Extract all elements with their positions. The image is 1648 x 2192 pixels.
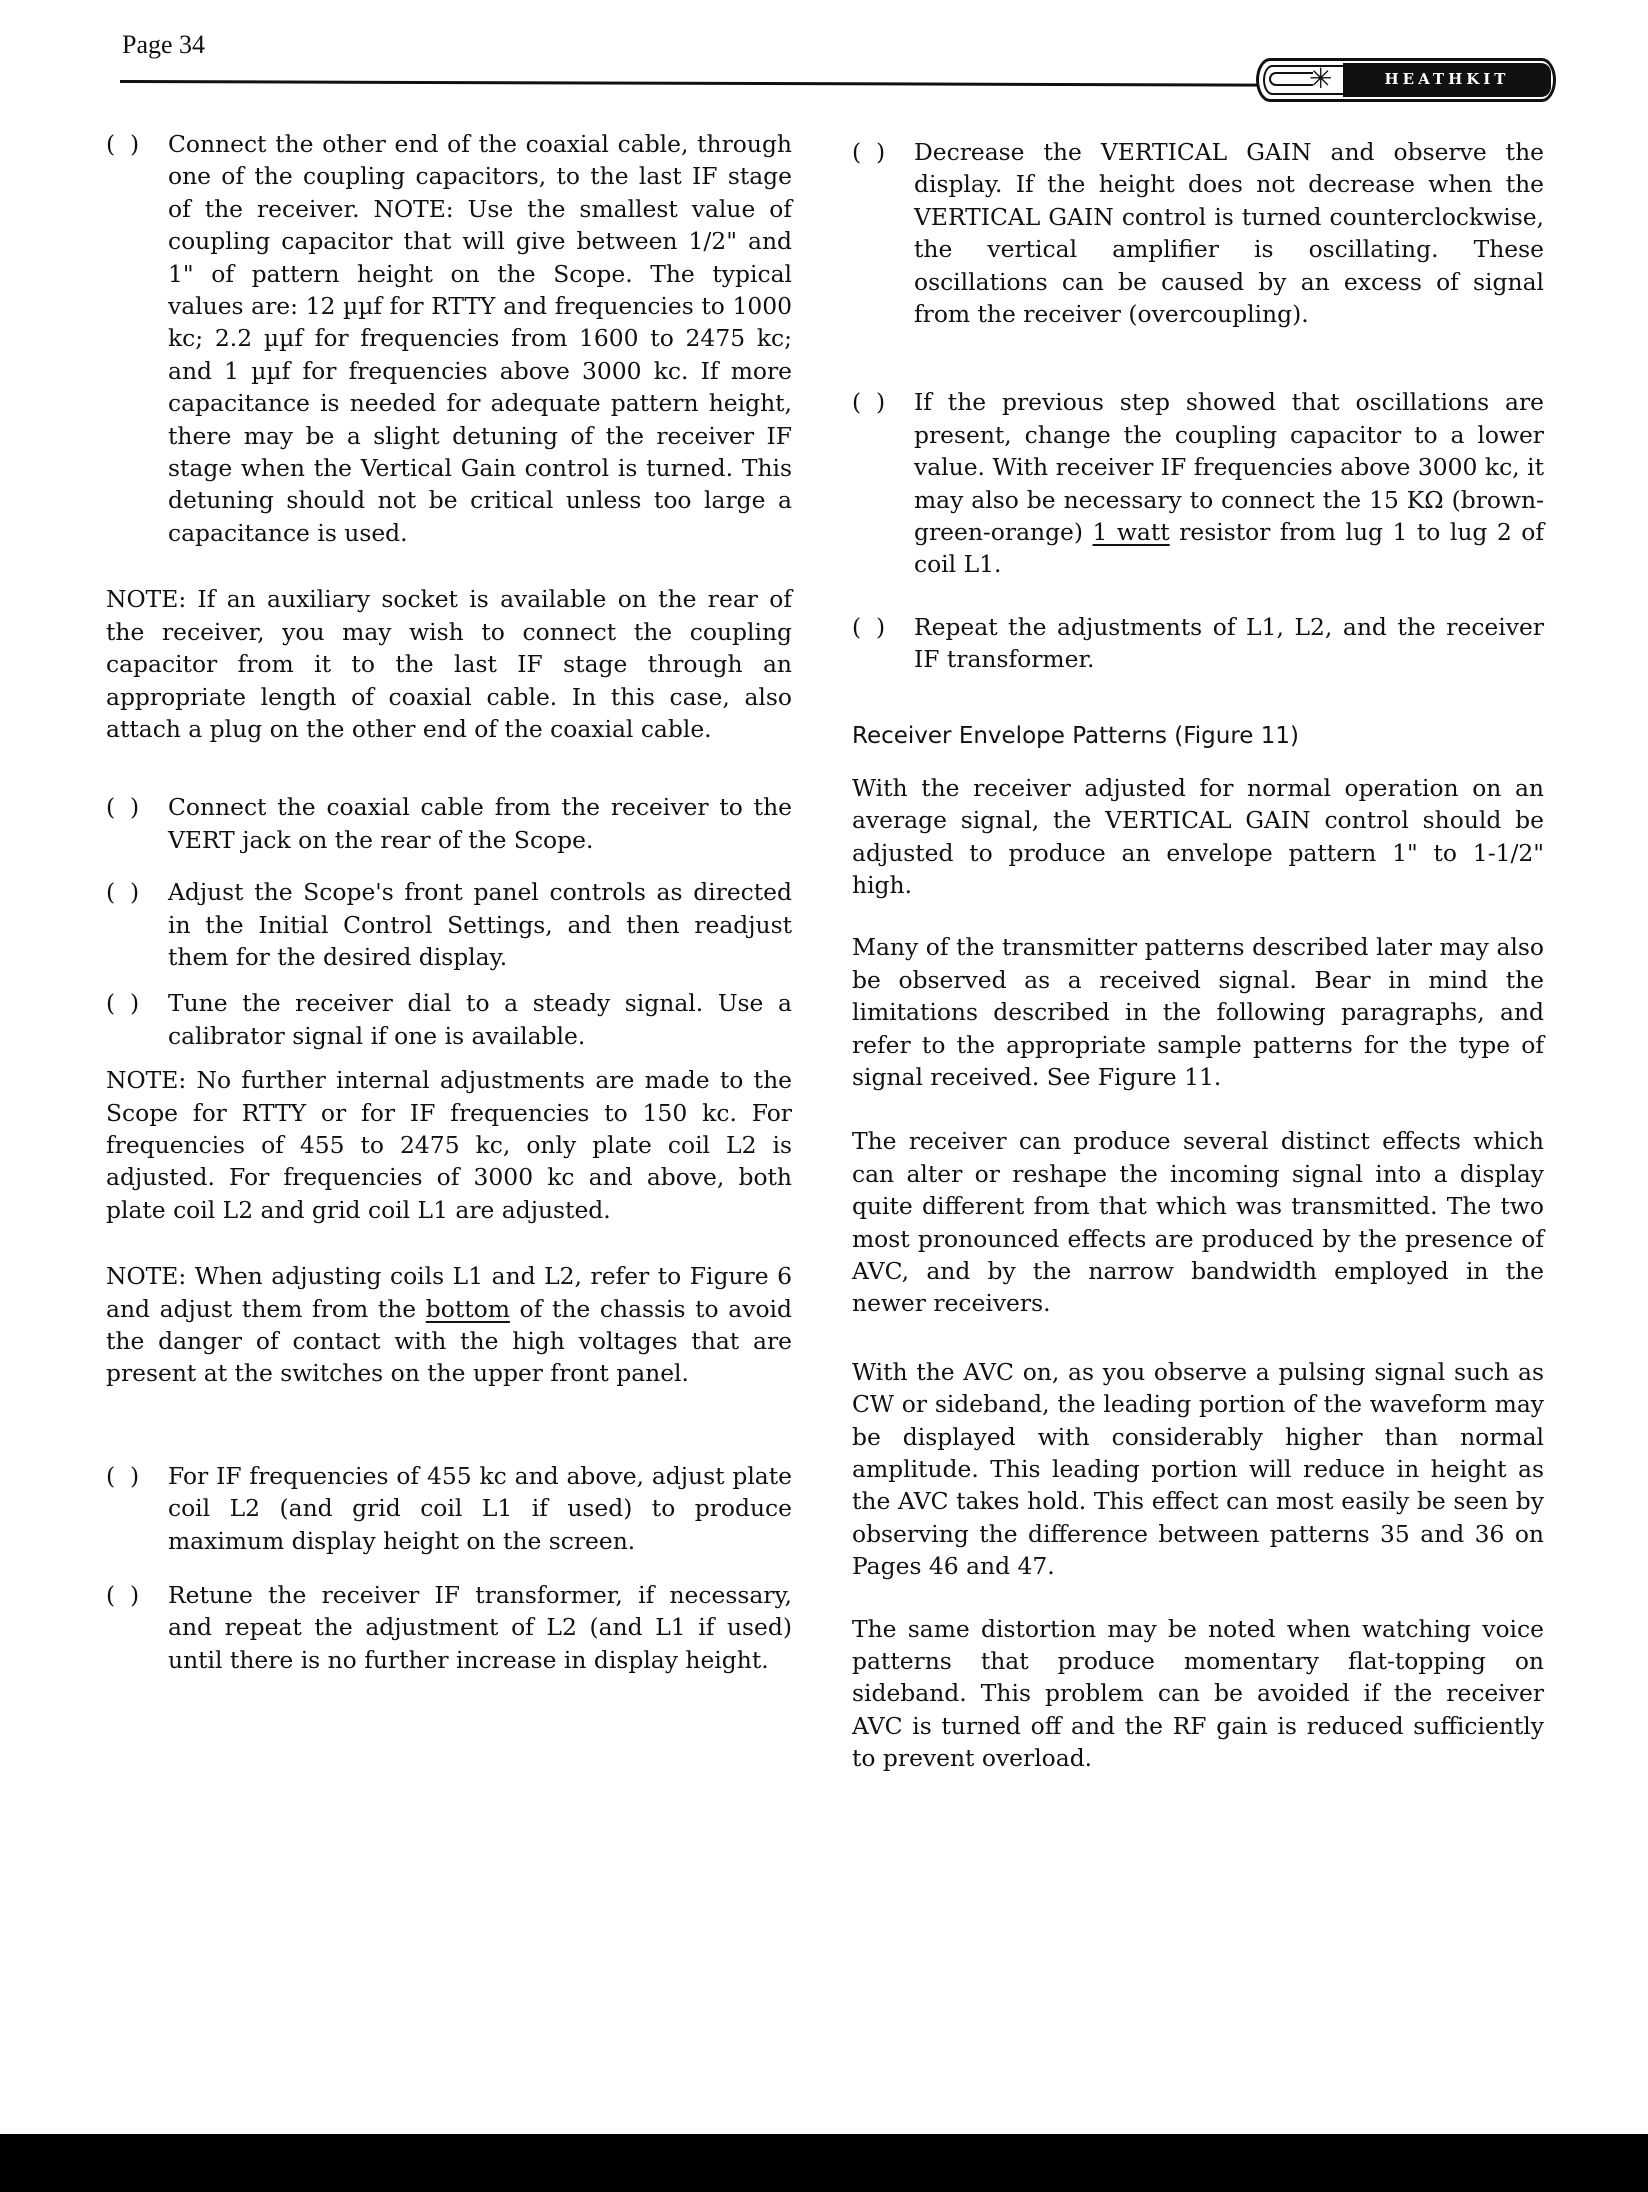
step-checkbox[interactable]: ( ) xyxy=(106,878,140,907)
logo-star-icon: ✳ xyxy=(1309,62,1333,95)
step-text: For IF frequencies of 455 kc and above, adjust plate coil L2 (and grid coil L1 if used) to produce maximum display height on the screen. xyxy=(168,1461,792,1555)
note-internal-adjustments: NOTE: No further internal adjustments are made to the Scope for RTTY or for IF frequencies to 150 kc. For frequencies of 455 to 2475 kc, only plate coil L2 is adjusted. For frequencies of 3000 kc and above, both plate coil L2 and grid coil L1 are adjusted. xyxy=(106,1066,792,1224)
step-adjust-front-panel xyxy=(106,876,792,973)
heathkit-logo xyxy=(1256,58,1556,102)
step-tune-receiver xyxy=(106,987,792,1052)
step-text: Tune the receiver dial to a steady signal. Use a calibrator signal if one is available. xyxy=(168,989,792,1050)
step-decrease-vertical-gain xyxy=(852,136,1544,330)
section-heading: Receiver Envelope Patterns (Figure 11) xyxy=(852,722,1299,749)
note-adjusting-coils xyxy=(106,1260,792,1390)
step-change-coupling-capacitor xyxy=(852,386,1544,580)
step-text: Repeat the adjustments of L1, L2, and the receiver IF transformer. xyxy=(914,612,1544,674)
scan-bottom-band xyxy=(0,2134,1648,2192)
step-connect-vert-jack xyxy=(106,791,792,856)
step-text: Retune the receiver IF transformer, if necessary, and repeat the adjustment of L2 (and L1 if used) until there is no further increase in display height. xyxy=(168,1581,792,1674)
step-checkbox[interactable]: ( ) xyxy=(852,612,886,641)
note-text: of the chassis to avoid the danger of contact with the high voltages that are present at the switches on the upper front panel. xyxy=(106,1294,792,1388)
step-checkbox[interactable]: ( ) xyxy=(852,138,886,166)
step-checkbox[interactable]: ( ) xyxy=(106,793,140,822)
step-checkbox[interactable]: ( ) xyxy=(106,130,140,158)
note-auxiliary-socket: NOTE: If an auxiliary socket is available on the rear of the receiver, you may wish to connect the coupling capacitor from it to the last IF stage through an appropriate length of coaxial cable. In this case, also attach a plug on the other end of the coaxial cable. xyxy=(106,585,792,743)
step-checkbox[interactable]: ( ) xyxy=(106,989,140,1018)
step-text: Connect the other end of the coaxial cable, through one of the coupling capacitors, to the last IF stage of the receiver. NOTE: Use the smallest value of coupling capacitor that will give between 1/2" and 1" of pattern height on the Scope. The typical values are: 12 µµf for RTTY and frequencies to 1000 kc; 2.2 µµf for frequencies from 1600 to 2475 kc; and 1 µµf for frequencies above 3000 kc. If more capacitance is needed for adequate pattern height, there may be a slight detuning of the receiver IF stage when the Vertical Gain control is turned. This detuning should not be critical unless too large a capacitance is used. xyxy=(168,130,792,547)
logo-arrow-icon xyxy=(1269,72,1313,86)
step-text xyxy=(914,386,1544,580)
step-adjust-plate-coil xyxy=(106,1460,792,1557)
left-column xyxy=(106,128,792,1676)
step-checkbox[interactable]: ( ) xyxy=(106,1581,140,1610)
paragraph-receiver-effects: The receiver can produce several distinct effects which can alter or reshape the incoming signal into a display quite different from that which was transmitted. The two most pronounced effects are produced by the presence of AVC, and by the narrow bandwidth employed in the newer receivers. xyxy=(852,1127,1544,1318)
step-repeat-adjustments xyxy=(852,611,1544,676)
paragraph-normal-operation: With the receiver adjusted for normal operation on an average signal, the VERTICAL GAIN control should be adjusted to produce an envelope pattern 1" to 1-1/2" high. xyxy=(852,773,1544,899)
right-column xyxy=(852,136,1544,1775)
step-text-part: If the previous step showed that oscillations are present, change the coupling capacitor to a lower value. With receiver IF frequencies above 3000 kc, it may also be necessary to connect the 15 KΩ (brown-green-orange) xyxy=(914,388,1544,547)
step-text: Decrease the VERTICAL GAIN and observe the display. If the height does not decrease when the VERTICAL GAIN control is turned counterclockwise, the vertical amplifier is oscillating. These oscillations can be caused by an excess of signal from the receiver (overcoupling). xyxy=(914,138,1544,329)
page-number: Page 34 xyxy=(122,30,206,59)
underlined-word: bottom xyxy=(425,1294,510,1323)
underlined-word: 1 watt xyxy=(1092,518,1170,547)
step-retune-if xyxy=(106,1579,792,1676)
paragraph-avc-effect: With the AVC on, as you observe a pulsing signal such as CW or sideband, the leading portion of the waveform may be displayed with considerably higher than normal amplitude. This leading portion will reduce in height as the AVC takes hold. This effect can most easily be seen by observing the difference between patterns 35 and 36 on Pages 46 and 47. xyxy=(852,1357,1544,1581)
paragraph-transmitter-patterns: Many of the transmitter patterns described later may also be observed as a received signal. Bear in mind the limitations described in the following paragraphs, and refer to the appropriate sample patterns for the type of signal received. See Figure 11. xyxy=(852,933,1544,1091)
step-text: Connect the coaxial cable from the receiver to the VERT jack on the rear of the Scope. xyxy=(168,793,792,854)
step-checkbox[interactable]: ( ) xyxy=(852,388,886,417)
logo-wordmark: HEATHKIT xyxy=(1343,63,1551,97)
step-checkbox[interactable]: ( ) xyxy=(106,1461,140,1490)
note-text: NOTE: When adjusting coils L1 and L2, refer to Figure 6 and adjust them from the xyxy=(106,1262,792,1323)
step-connect-coax-to-if xyxy=(106,128,792,549)
paragraph-voice-distortion: The same distortion may be noted when watching voice patterns that produce momentary flat-topping on sideband. This problem can be avoided if the receiver AVC is turned off and the RF gain is reduced sufficiently to prevent overload. xyxy=(852,1614,1544,1773)
step-text-part: resistor from lug 1 to lug 2 of coil L1. xyxy=(914,518,1544,579)
step-text: Adjust the Scope's front panel controls as directed in the Initial Control Settings, and then readjust them for the desired display. xyxy=(168,878,792,971)
header-rule xyxy=(120,80,1265,87)
